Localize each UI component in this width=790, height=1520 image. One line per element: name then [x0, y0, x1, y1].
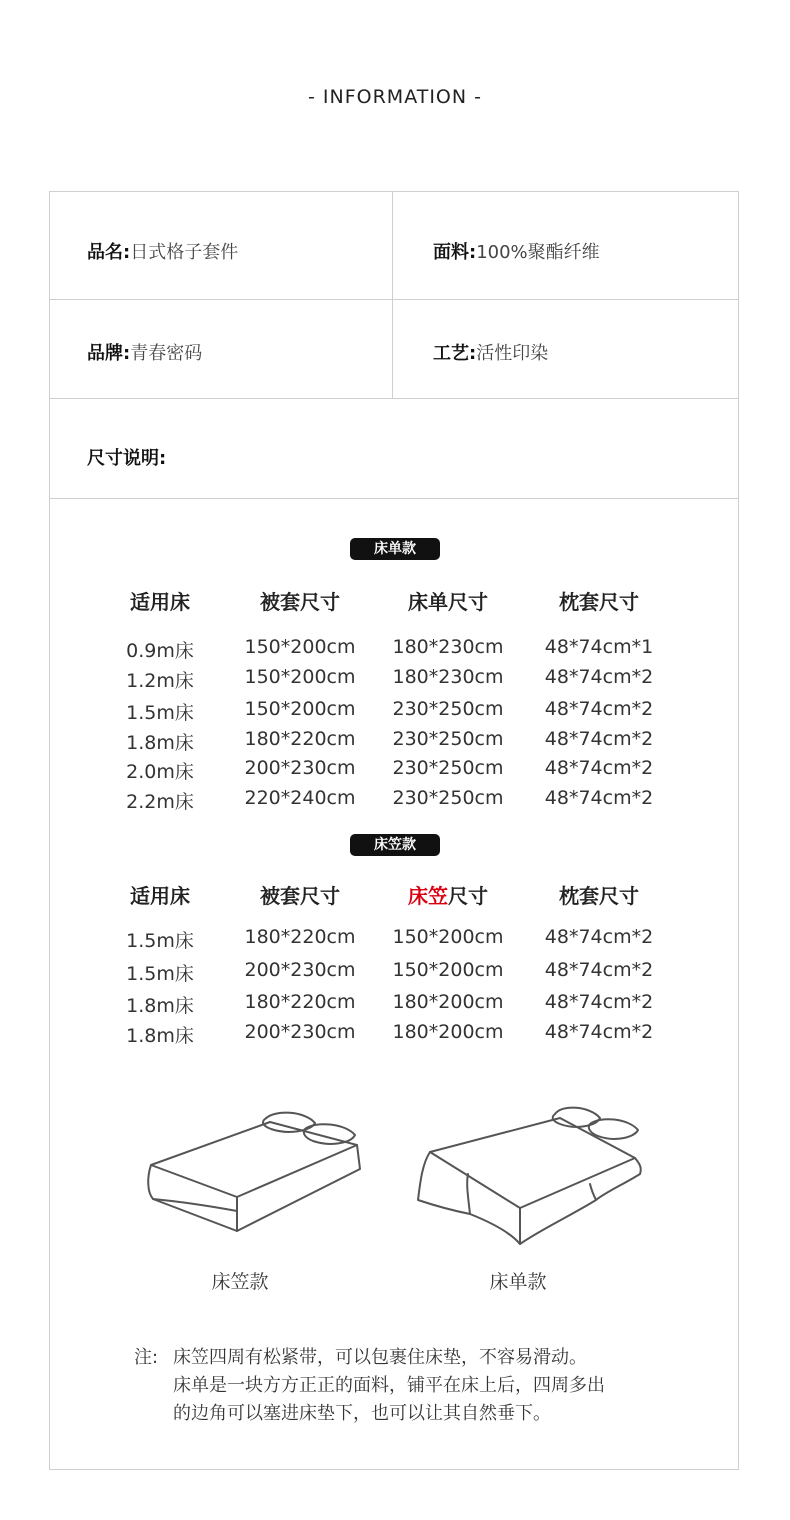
table-cell: 1.8m床	[126, 1025, 194, 1047]
table-cell: 1.5m床	[126, 702, 194, 724]
table-cell: 180*200cm	[392, 991, 504, 1013]
table-cell: 48*74cm*2	[544, 757, 654, 779]
column-header: 枕套尺寸	[559, 884, 639, 908]
table-cell: 48*74cm*2	[544, 728, 654, 750]
sheet-caption: 床单款	[489, 1271, 547, 1293]
table-cell: 48*74cm*2	[544, 926, 654, 948]
table-cell: 48*74cm*2	[544, 698, 654, 720]
note-line: 床笠四周有松紧带，可以包裹住床垫，不容易滑动。	[173, 1347, 587, 1368]
table-cell: 180*230cm	[392, 666, 504, 688]
table-cell: 1.8m床	[126, 732, 194, 754]
table-cell: 230*250cm	[392, 728, 504, 750]
table-cell: 0.9m床	[126, 640, 194, 662]
table-cell: 150*200cm	[244, 666, 356, 688]
note-prefix: 注:	[134, 1347, 159, 1368]
table-cell: 150*200cm	[244, 698, 356, 720]
sheet-style-badge: 床单款	[350, 538, 440, 560]
table-cell: 48*74cm*2	[544, 787, 654, 809]
table-cell: 200*230cm	[244, 757, 356, 779]
column-header: 床笠尺寸	[408, 884, 488, 908]
table-cell: 150*200cm	[392, 959, 504, 981]
table-cell: 48*74cm*2	[544, 991, 654, 1013]
table-cell: 200*230cm	[244, 959, 356, 981]
table-cell: 150*200cm	[244, 636, 356, 658]
divider	[50, 299, 738, 300]
product-name: 品名:日式格子套件	[87, 242, 239, 263]
column-header: 床单尺寸	[408, 590, 488, 614]
info-frame	[49, 191, 739, 1470]
product-brand: 品牌:青春密码	[87, 343, 203, 364]
table-cell: 220*240cm	[244, 787, 356, 809]
section-title: - INFORMATION -	[308, 86, 482, 108]
table-cell: 230*250cm	[392, 698, 504, 720]
fitted-style-badge: 床笠款	[350, 834, 440, 856]
divider	[50, 498, 738, 499]
table-cell: 48*74cm*2	[544, 959, 654, 981]
column-header: 被套尺寸	[260, 884, 340, 908]
table-cell: 1.5m床	[126, 930, 194, 952]
table-cell: 150*200cm	[392, 926, 504, 948]
product-craft: 工艺:活性印染	[433, 343, 549, 364]
table-cell: 2.0m床	[126, 761, 194, 783]
column-header: 枕套尺寸	[559, 590, 639, 614]
table-cell: 180*200cm	[392, 1021, 504, 1043]
table-cell: 2.2m床	[126, 791, 194, 813]
table-cell: 48*74cm*2	[544, 1021, 654, 1043]
fitted-bed-illustration	[145, 1107, 365, 1237]
table-cell: 1.8m床	[126, 995, 194, 1017]
table-cell: 48*74cm*2	[544, 666, 654, 688]
note-line: 床单是一块方方正正的面料，铺平在床上后，四周多出	[173, 1375, 605, 1396]
divider	[50, 398, 738, 399]
product-fabric: 面料:100%聚酯纤维	[433, 242, 600, 263]
note-line: 的边角可以塞进床垫下，也可以让其自然垂下。	[173, 1403, 551, 1424]
table-cell: 180*230cm	[392, 636, 504, 658]
fitted-caption: 床笠款	[211, 1271, 269, 1293]
divider	[392, 192, 393, 398]
table-cell: 230*250cm	[392, 757, 504, 779]
table-cell: 180*220cm	[244, 728, 356, 750]
table-cell: 180*220cm	[244, 991, 356, 1013]
table-cell: 48*74cm*1	[544, 636, 654, 658]
column-header: 适用床	[130, 590, 190, 614]
size-description-label: 尺寸说明:	[87, 448, 167, 469]
table-cell: 1.2m床	[126, 670, 194, 692]
sheet-bed-illustration	[410, 1104, 650, 1249]
table-cell: 230*250cm	[392, 787, 504, 809]
column-header: 适用床	[130, 884, 190, 908]
table-cell: 1.5m床	[126, 963, 194, 985]
table-cell: 200*230cm	[244, 1021, 356, 1043]
column-header: 被套尺寸	[260, 590, 340, 614]
table-cell: 180*220cm	[244, 926, 356, 948]
